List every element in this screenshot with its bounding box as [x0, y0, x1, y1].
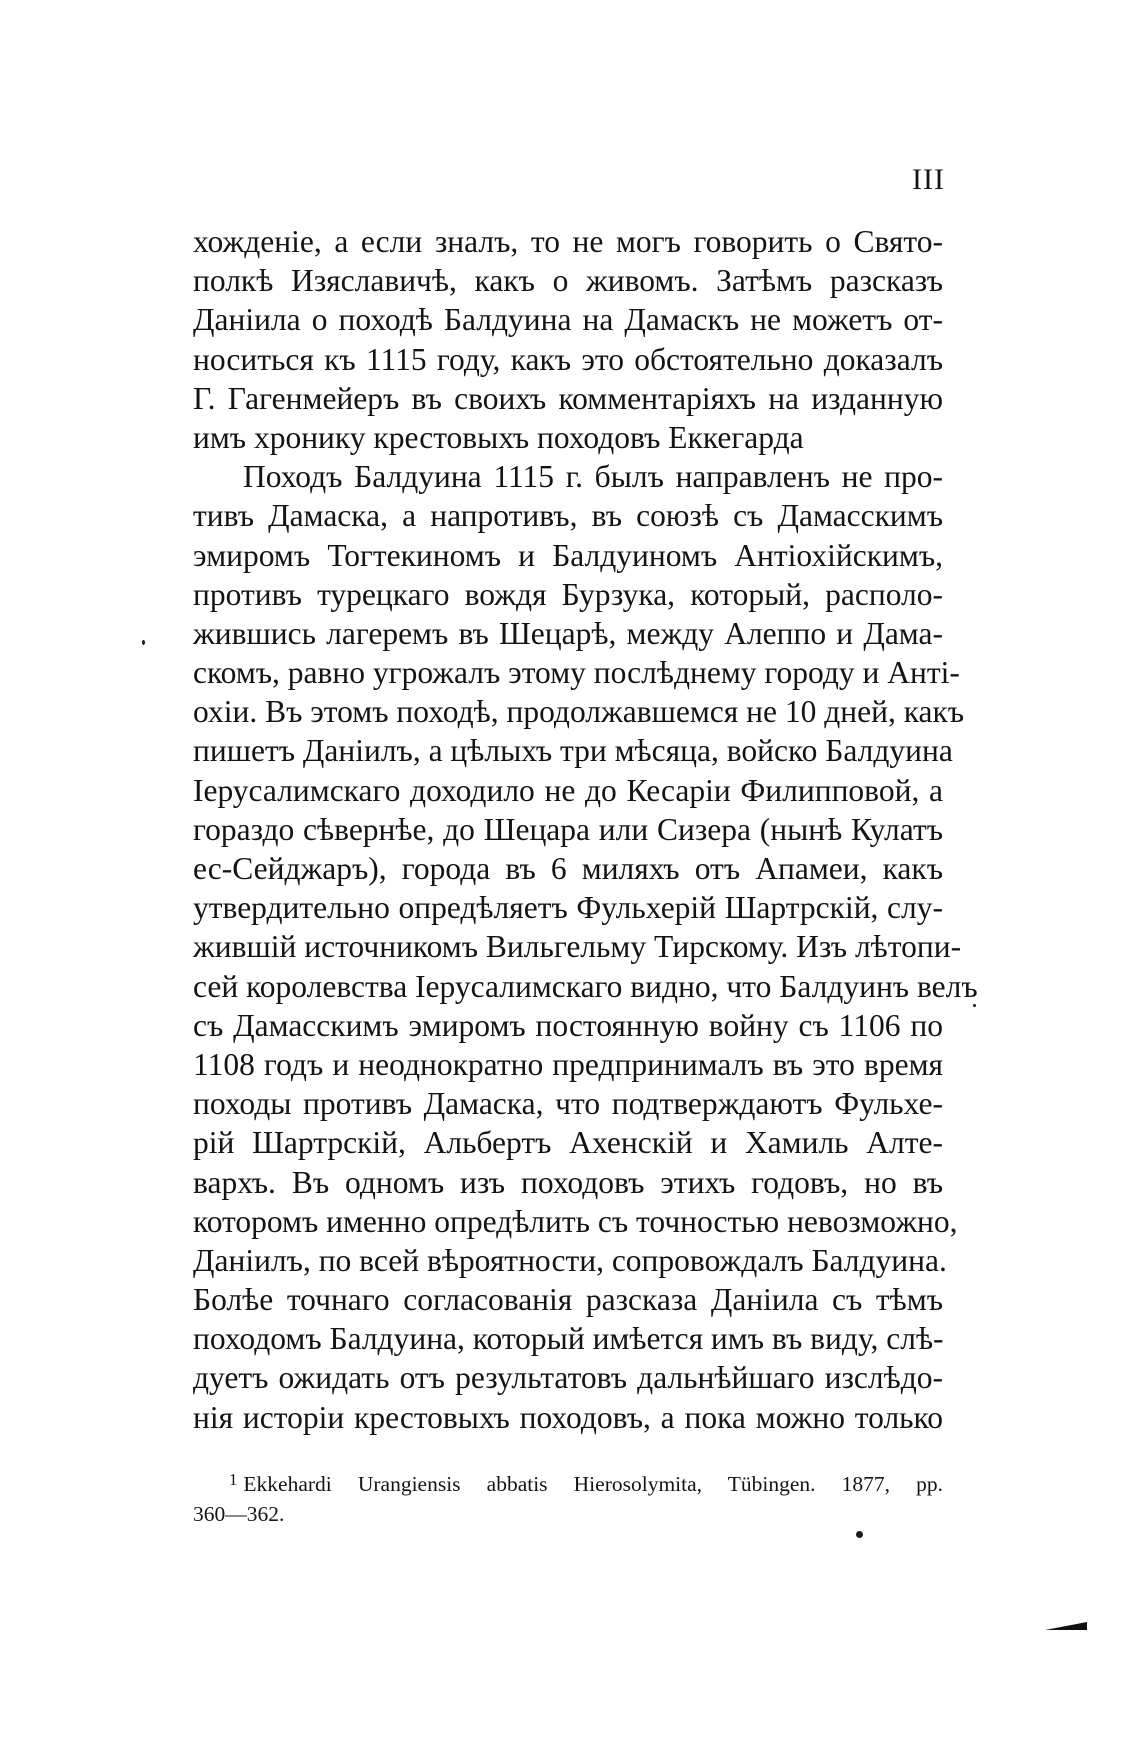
- text-line: жившій источникомъ Вильгельму Тирскому. Изъ лѣтопи-: [193, 929, 962, 965]
- footnote-line: 360—362.: [193, 1502, 285, 1526]
- text-line-content: имъ хронику крестовыхъ походовъ Еккегарда: [193, 419, 804, 455]
- text-line: утвердительно опредѣляетъ Фульхерій Шартрскій, слу-: [193, 890, 943, 926]
- text-line: Болѣе точнаго согласованія разсказа Даніила съ тѣмъ: [193, 1282, 943, 1318]
- text-line: Даніилъ, по всей вѣроятности, сопровождалъ Балдуина.: [193, 1242, 947, 1278]
- text-line: сей королевства Іерусалимскаго видно, что Балдуинъ велъ: [193, 968, 978, 1004]
- text-line: походомъ Балдуина, который имѣется имъ въ виду, слѣ-: [193, 1321, 944, 1357]
- text-line: походы противъ Дамаска, что подтверждаютъ Фульхе-: [193, 1086, 943, 1122]
- text-line: скомъ, равно угрожалъ этому послѣднему городу и Анті-: [193, 655, 960, 691]
- main-text: [193, 222, 978, 1437]
- text-line: охіи. Въ этомъ походѣ, продолжавшемся не 10 дней, какъ: [193, 694, 965, 730]
- text-line: гораздо сѣвернѣе, до Шецара или Сизера (нынѣ Кулатъ: [193, 811, 943, 847]
- scan-edge-mark: [1045, 1622, 1087, 1630]
- text-line: дуетъ ожидать отъ результатовъ дальнѣйшаго изслѣдо-: [193, 1360, 943, 1396]
- text-line: носиться къ 1115 году, какъ это обстоятельно доказалъ: [193, 341, 943, 377]
- text-line: ес-Сейджаръ), города въ 6 миляхъ отъ Апамеи, какъ: [193, 851, 943, 886]
- text-line: 1108 годъ и неоднократно предпринималъ въ это время: [193, 1046, 943, 1082]
- text-line: рій Шартрскій, Альбертъ Ахенскій и Хамиль Алте-: [193, 1125, 943, 1161]
- text-line: которомъ именно опредѣлить съ точностью невозможно,: [193, 1203, 958, 1239]
- page-number: III: [912, 163, 945, 196]
- text-line: нія исторіи крестовыхъ походовъ, а пока можно только: [193, 1399, 943, 1435]
- ink-speck: [142, 640, 145, 645]
- text-line: пишетъ Даніилъ, а цѣлыхъ три мѣсяца, войско Балдуина: [193, 733, 953, 769]
- text-line: тивъ Дамаска, а напротивъ, въ союзѣ съ Дамасскимъ: [193, 498, 943, 534]
- text-line: полкѣ Изяславичѣ, какъ о живомъ. Затѣмъ разсказъ: [193, 263, 943, 299]
- ink-speck: [973, 1004, 976, 1007]
- text-line: Походъ Балдуина 1115 г. былъ направленъ не про-: [243, 459, 943, 495]
- footnote: [193, 1463, 943, 1531]
- footnote-marker: 1: [229, 1470, 238, 1489]
- text-line: Даніила о походѣ Балдуина на Дамаскъ не можетъ от-: [193, 302, 943, 338]
- text-line-with-footnote: [193, 418, 943, 457]
- footnote-text: Ekkehardi Urangiensis abbatis Hierosolymita, Tübingen. 1877, pp.: [243, 1471, 943, 1496]
- text-line: съ Дамасскимъ эмиромъ постоянную войну съ 1106 по: [193, 1007, 943, 1043]
- ink-speck: [856, 1531, 863, 1538]
- text-line: Г. Гагенмейеръ въ своихъ комментаріяхъ на изданную: [193, 380, 943, 416]
- text-line: хожденіе, а если зналъ, то не могъ говорить о Свято-: [193, 224, 943, 259]
- footnote-line: [193, 1463, 943, 1497]
- text-line: вархъ. Въ одномъ изъ походовъ этихъ годовъ, но въ: [193, 1164, 943, 1200]
- text-line: эмиромъ Тогтекиномъ и Балдуиномъ Антіохійскимъ,: [193, 537, 943, 573]
- text-line: противъ турецкаго вождя Бурзука, который, располо-: [193, 576, 943, 612]
- text-line: Іерусалимскаго доходило не до Кесаріи Филипповой, а: [193, 772, 943, 808]
- text-line: жившись лагеремъ въ Шецарѣ, между Алеппо и Дама-: [193, 615, 943, 651]
